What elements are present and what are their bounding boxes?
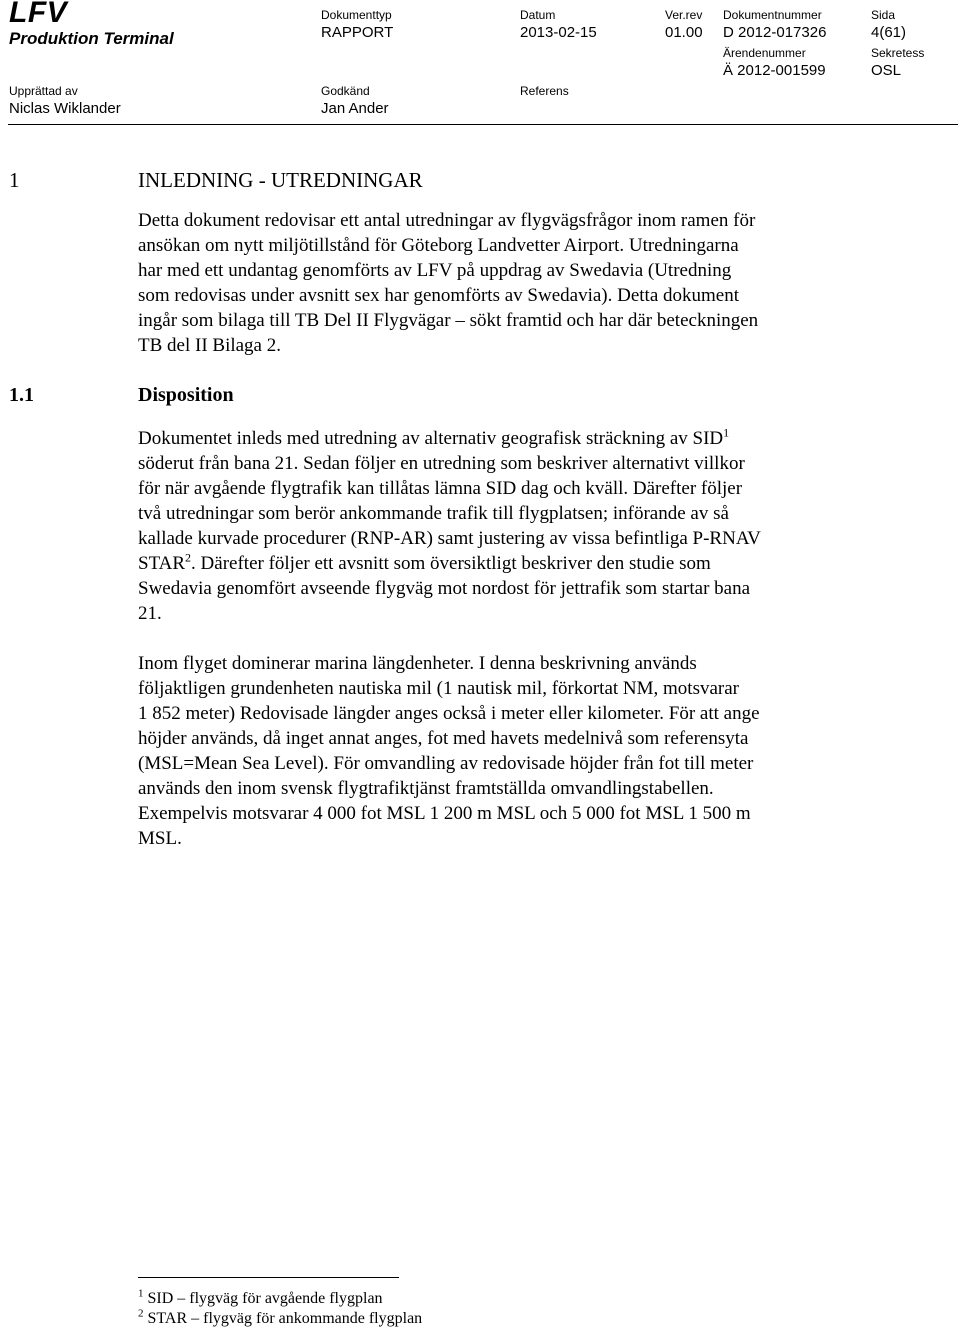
paragraph-line: TB del II Bilaga 2.	[138, 335, 281, 356]
star-term: STAR	[138, 553, 186, 574]
paragraph-line: ansökan om nytt miljötillstånd för Göteborg Landvetter Airport. Utredningarna	[138, 235, 739, 256]
paragraph-line-text: Dokumentet inleds med utredning av alternativ geografisk sträckning av SID	[138, 428, 724, 449]
footnote-marker: 1	[138, 1287, 144, 1300]
intro-paragraph	[138, 208, 898, 358]
footnote-text: SID – flygväg för avgående flygplan	[147, 1290, 383, 1307]
paragraph-line	[138, 426, 898, 451]
case-number-label: Ärendenummer	[723, 46, 806, 60]
paragraph-line: Inom flyget dominerar marina längdenheter. I denna beskrivning används	[138, 653, 697, 674]
date-label: Datum	[520, 8, 556, 22]
revision-label: Ver.rev	[665, 8, 703, 22]
disposition-paragraph	[138, 426, 898, 626]
paragraph-line: två utredningar som berör ankommande trafik till flygplatsen; införande av så	[138, 503, 729, 524]
footnote-divider	[138, 1277, 399, 1278]
paragraph-line: MSL.	[138, 828, 182, 849]
section-title: INLEDNING - UTREDNINGAR	[138, 168, 423, 192]
paragraph-line: Swedavia genomfört avseende flygväg mot nordost för jettrafik som startar bana	[138, 578, 751, 599]
paragraph-line: för när avgående flygtrafik kan tillåtas lämna SID dag och kväll. Därefter följer	[138, 478, 743, 499]
footnote-1	[138, 1287, 383, 1308]
paragraph-line	[138, 551, 898, 576]
organization-name: Produktion Terminal	[9, 29, 174, 48]
paragraph-line: har med ett undantag genomförts av LFV på uppdrag av Swedavia (Utredning	[138, 260, 732, 281]
section-number: 1	[9, 168, 20, 192]
paragraph-line: söderut från bana 21. Sedan följer en utredning som beskriver alternativt villkor	[138, 453, 745, 474]
paragraph-line: Detta dokument redovisar ett antal utredningar av flygvägsfrågor inom ramen för	[138, 210, 756, 231]
page-label: Sida	[871, 8, 896, 22]
author-label: Upprättad av	[9, 84, 78, 98]
secrecy-label: Sekretess	[871, 46, 925, 60]
date-value: 2013-02-15	[520, 24, 597, 41]
doc-number-label: Dokumentnummer	[723, 8, 822, 22]
doc-number-value: D 2012-017326	[723, 24, 827, 41]
paragraph-line: som redovisas under avsnitt sex har genomförts av Swedavia). Detta dokument	[138, 285, 739, 306]
author-value: Niclas Wiklander	[9, 100, 121, 117]
footnote-marker: 2	[138, 1307, 144, 1320]
header-divider	[8, 124, 958, 125]
case-number-value: Ä 2012-001599	[723, 62, 826, 79]
paragraph-line: 21.	[138, 603, 162, 624]
doc-type-label: Dokumenttyp	[321, 8, 392, 22]
approved-value: Jan Ander	[321, 100, 389, 117]
footnote-2	[138, 1307, 423, 1328]
units-paragraph	[138, 651, 898, 851]
paragraph-line: (MSL=Mean Sea Level). För omvandling av redovisade höjder från fot till meter	[138, 753, 754, 774]
subsection-title: Disposition	[138, 384, 234, 406]
footnote-ref: 2	[185, 550, 192, 565]
secrecy-value: OSL	[871, 62, 902, 79]
footnote-text: STAR – flygväg för ankommande flygplan	[147, 1310, 423, 1327]
logo: LFV	[9, 0, 68, 29]
paragraph-line: kallade kurvade procedurer (RNP-AR) samt justering av vissa befintliga P-RNAV	[138, 528, 761, 549]
paragraph-line: 1 852 meter) Redovisade längder anges också i meter eller kilometer. För att ange	[138, 703, 760, 724]
paragraph-line: används den inom svensk flygtrafiktjänst framtställda omvandlingstabellen.	[138, 778, 714, 799]
approved-label: Godkänd	[321, 84, 370, 98]
paragraph-line-text: . Därefter följer ett avsnitt som översiktligt beskriver den studie som	[191, 553, 711, 574]
subsection-number: 1.1	[9, 384, 34, 406]
paragraph-line: Exempelvis motsvarar 4 000 fot MSL 1 200 m MSL och 5 000 fot MSL 1 500 m	[138, 803, 751, 824]
paragraph-line: höjder används, då inget annat anges, fot med havets medelnivå som referensyta	[138, 728, 749, 749]
doc-type-value: RAPPORT	[321, 24, 394, 41]
reference-label: Referens	[520, 84, 569, 98]
page-value: 4(61)	[871, 24, 907, 41]
revision-value: 01.00	[665, 24, 703, 41]
footnote-ref: 1	[723, 425, 730, 440]
paragraph-line: ingår som bilaga till TB Del II Flygvägar – sökt framtid och har där beteckningen	[138, 310, 759, 331]
paragraph-line: följaktligen grundenheten nautiska mil (1 nautisk mil, förkortat NM, motsvarar	[138, 678, 740, 699]
